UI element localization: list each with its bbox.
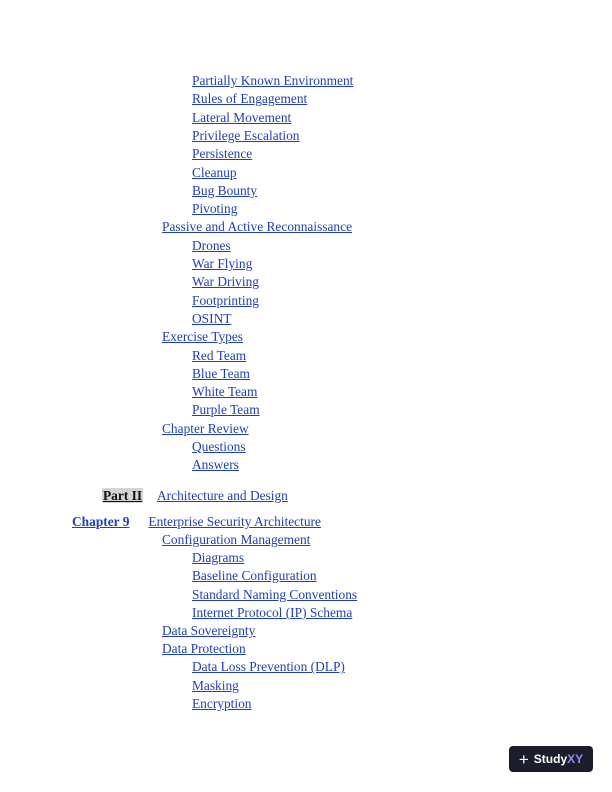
toc-link-data-protection[interactable]: Data Protection bbox=[162, 641, 246, 657]
plus-icon: + bbox=[518, 749, 529, 769]
toc-link-questions[interactable]: Questions bbox=[192, 439, 246, 454]
toc-link-partially-known-environment[interactable]: Partially Known Environment bbox=[192, 73, 354, 88]
chapter-label: Chapter 9 bbox=[72, 514, 130, 529]
toc-link-exercise-types[interactable]: Exercise Types bbox=[162, 329, 243, 345]
toc-link-blue-team[interactable]: Blue Team bbox=[192, 365, 250, 381]
toc-link-data-sovereignty[interactable]: Data Sovereignty bbox=[162, 623, 256, 638]
toc-link-bug-bounty[interactable]: Bug Bounty bbox=[192, 182, 258, 198]
chapter-title: Enterprise Security Architecture bbox=[148, 514, 321, 529]
part-title-link[interactable]: Architecture and Design bbox=[157, 488, 288, 503]
toc-link-standard-naming-conventions[interactable]: Standard Naming Conventions bbox=[192, 586, 358, 602]
toc-link-baseline-configuration[interactable]: Baseline Configuration bbox=[192, 568, 317, 584]
studyxy-badge bbox=[509, 746, 593, 772]
toc-link-purple-team[interactable]: Purple Team bbox=[192, 402, 260, 418]
toc-link-osint[interactable]: OSINT bbox=[192, 310, 232, 326]
toc-link-footprinting[interactable]: Footprinting bbox=[192, 292, 259, 308]
toc-link-internet-protocol-ip-schema[interactable]: Internet Protocol (IP) Schema bbox=[192, 604, 353, 620]
toc-link-diagrams[interactable]: Diagrams bbox=[192, 550, 245, 566]
toc-link-lateral-movement[interactable]: Lateral Movement bbox=[192, 109, 292, 125]
toc-link-answers[interactable]: Answers bbox=[192, 457, 239, 473]
toc-link-privilege-escalation[interactable]: Privilege Escalation bbox=[192, 127, 300, 143]
toc-link-drones[interactable]: Drones bbox=[192, 237, 231, 253]
toc-link-white-team[interactable]: White Team bbox=[192, 384, 258, 400]
toc-link-red-team[interactable]: Red Team bbox=[192, 347, 247, 363]
toc-link-war-driving[interactable]: War Driving bbox=[192, 274, 259, 290]
toc-link-cleanup[interactable]: Cleanup bbox=[192, 164, 237, 180]
brand-accent: XY bbox=[567, 752, 584, 766]
toc-link-masking[interactable]: Masking bbox=[192, 677, 239, 693]
toc-link-war-flying[interactable]: War Flying bbox=[192, 256, 253, 271]
toc-link-rules-of-engagement[interactable]: Rules of Engagement bbox=[192, 91, 308, 107]
toc-link-persistence[interactable]: Persistence bbox=[192, 146, 253, 162]
toc-link-encryption[interactable]: Encryption bbox=[192, 695, 252, 711]
chapter-heading-link[interactable] bbox=[72, 514, 321, 529]
toc-link-pivoting[interactable]: Pivoting bbox=[192, 201, 238, 217]
toc-link-chapter-review[interactable]: Chapter Review bbox=[162, 420, 249, 436]
toc-link-data-loss-prevention-dlp[interactable]: Data Loss Prevention (DLP) bbox=[192, 659, 345, 675]
toc-link-passive-and-active-reconnaissance[interactable]: Passive and Active Reconnaissance bbox=[162, 219, 353, 235]
toc-link-configuration-management[interactable]: Configuration Management bbox=[162, 532, 311, 547]
part-label[interactable]: Part II bbox=[103, 488, 143, 503]
brand-main: Study bbox=[533, 752, 568, 766]
